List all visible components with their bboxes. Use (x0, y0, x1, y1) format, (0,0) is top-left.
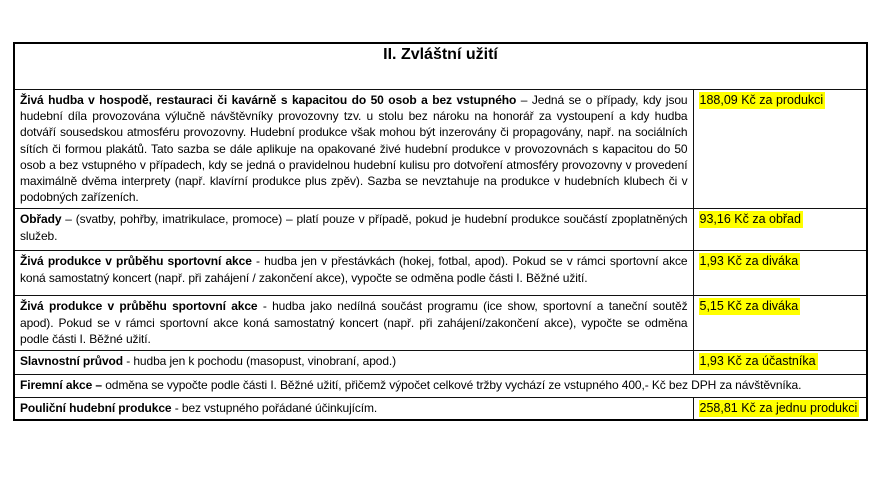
tariff-item-name: Firemní akce – (20, 378, 102, 393)
tariff-price-cell (693, 251, 867, 296)
tariff-item-text: - hudba jen k pochodu (masopust, vinobraní, apod.) (122, 354, 397, 369)
table-header-row (14, 43, 867, 90)
tariff-description (14, 90, 693, 209)
table-row (14, 351, 867, 375)
table-row (14, 296, 867, 351)
price-highlight: 1,93 Kč za účastníka (699, 354, 816, 369)
tariff-description (14, 397, 693, 420)
tariff-item-name: Obřady (20, 212, 62, 227)
tariff-table (13, 42, 868, 421)
price-highlight: 93,16 Kč za obřad (699, 212, 801, 227)
tariff-price-cell (693, 296, 867, 351)
tariff-price-cell (693, 397, 867, 420)
tariff-price-cell (693, 209, 867, 251)
tariff-item-name: Živá produkce v průběhu sportovní akce (20, 299, 258, 314)
table-row (14, 375, 867, 397)
table-row (14, 397, 867, 420)
section-title: II. Zvláštní užití (14, 43, 867, 90)
tariff-item-name: Živá hudba v hospodě, restauraci či kavárně s kapacitou do 50 osob a bez vstupného (20, 93, 517, 107)
tariff-item-text: - bez vstupného pořádané účinkujícím. (171, 400, 378, 415)
tariff-item-text: – Jedná se o případy, kdy jsou hudební díla provozována výlučně návštěvníky provozovny tzv. u stolu bez nároku na honorář za vystoupení a kdy hudba dotváří sousedskou atmosféru provozovny. Hudební produkce však mohou být inzerovány či propagovány, např. na sociálních sítích či formou plakátů. Tato sazba se dále aplikuje na opakované živé hudební produkce v provozovnách s kapacitou do 50 osob a bez vstupného v případech, kdy se jedná o pravidelnou hudební kulisu pro dotvoření atmosféry provozovny v provedení maximálně dvěma interprety (např. klavírní produkce plus zpěv). Sazba se nevztahuje na produkce v hudebních klubech či v podobných zařízeních. (20, 93, 688, 205)
tariff-item-text: – (svatby, pohřby, imatrikulace, promoce) – platí pouze v případě, pokud je hudební produkce součástí zpoplatněných služeb. (20, 212, 688, 243)
price-highlight: 1,93 Kč za diváka (699, 254, 799, 269)
tariff-item-name: Slavnostní průvod (20, 354, 123, 369)
tariff-description-fullwidth (14, 375, 867, 397)
tariff-item-text: - hudba jako nedílná součást programu (ice show, sportovní a taneční soutěž apod). Pokud se v rámci sportovní akce koná samostatný koncert (např. při zahájení/zakončení akce), vypočte se odměna podle části I. Běžné užití. (20, 299, 688, 346)
tariff-item-text: - hudba jen v přestávkách (hokej, fotbal, apod). Pokud se v rámci sportovní akce koná samostatný koncert (např. při zahájení / zakončení akce), vypočte se odměna podle části I. Běžné užití. (20, 254, 688, 285)
tariff-description (14, 209, 693, 251)
price-highlight: 258,81 Kč za jednu produkci (699, 400, 858, 415)
tariff-description (14, 351, 693, 375)
price-highlight: 5,15 Kč za diváka (699, 299, 799, 314)
tariff-price-cell (693, 90, 867, 209)
tariff-price-cell (693, 351, 867, 375)
tariff-item-name: Živá produkce v průběhu sportovní akce (20, 254, 252, 269)
tariff-item-text: odměna se vypočte podle části I. Běžné užití, přičemž výpočet celkové tržby vychází ze vstupného 400,- Kč bez DPH za návštěvníka. (101, 378, 802, 393)
price-highlight: 188,09 Kč za produkci (699, 93, 824, 107)
table-row (14, 209, 867, 251)
table-row (14, 90, 867, 209)
table-row (14, 251, 867, 296)
tariff-description (14, 296, 693, 351)
tariff-item-name: Pouliční hudební produkce (20, 400, 172, 415)
tariff-description (14, 251, 693, 296)
